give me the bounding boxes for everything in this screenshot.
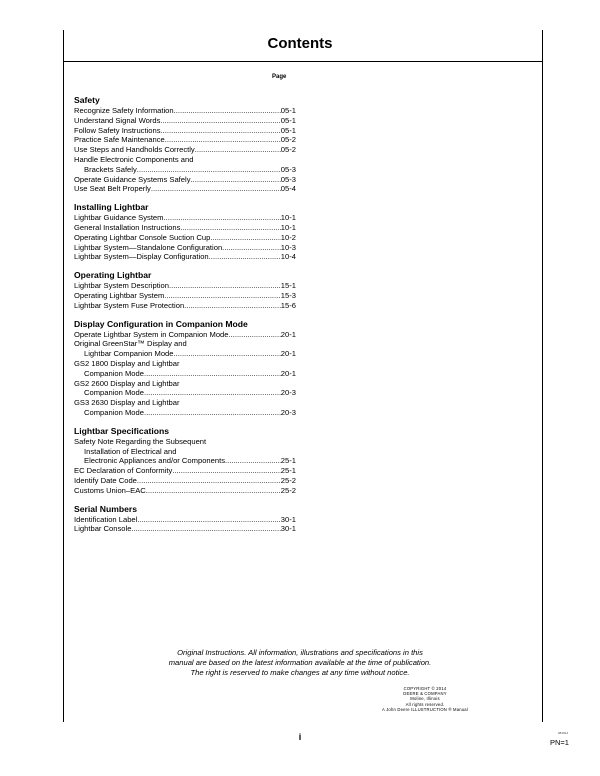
- entry-text: Lightbar System—Display Configuration: [74, 252, 209, 262]
- entry-text: Customs Union–EAC: [74, 485, 146, 495]
- dot-leader: [169, 281, 281, 291]
- dot-leader: [209, 252, 281, 262]
- dot-leader: [131, 524, 280, 534]
- entry-page: 25-1: [280, 466, 296, 476]
- toc-entry[interactable]: [74, 486, 296, 496]
- dot-leader: [195, 145, 281, 155]
- entry-text: Operating Lightbar System: [74, 290, 165, 300]
- entry-text: Practice Safe Maintenance: [74, 135, 165, 145]
- dot-leader: [222, 243, 281, 253]
- section-title: Serial Numbers: [74, 503, 138, 514]
- section-title: Lightbar Specifications: [74, 425, 170, 436]
- section-title: Safety: [74, 95, 100, 105]
- entry-page: 05-3: [280, 164, 296, 174]
- dot-leader: [180, 223, 280, 233]
- entry-page: 05-2: [280, 135, 296, 145]
- copyright-line: COPYRIGHT © 2014: [403, 686, 447, 691]
- entry-page: 15-1: [280, 281, 296, 291]
- entry-page: 25-2: [280, 485, 296, 495]
- entry-page: 10-3: [280, 242, 296, 252]
- entry-text: Lightbar Guidance System: [74, 213, 164, 223]
- entry-text: GS2 1800 Display and Lightbar: [74, 358, 180, 368]
- toc-entry[interactable]: [74, 116, 296, 126]
- entry-page: 20-3: [280, 407, 296, 417]
- entry-text: Installation of Electrical and: [84, 446, 177, 456]
- original-instructions-note: [0, 648, 600, 678]
- dot-leader: [164, 291, 280, 301]
- entry-page: 10-1: [280, 213, 296, 223]
- toc-section: [74, 270, 296, 310]
- toc-entry[interactable]: [74, 184, 296, 194]
- copyright-line: DEERE & COMPANY: [403, 691, 447, 697]
- toc-section: [74, 319, 296, 418]
- toc-entry[interactable]: [74, 515, 296, 525]
- entry-text: EC Declaration of Conformity: [74, 466, 173, 476]
- entry-page: 10-2: [280, 232, 296, 242]
- entry-page: 05-1: [280, 106, 296, 115]
- toc-entry[interactable]: [74, 476, 296, 486]
- toc-entry[interactable]: [74, 252, 296, 262]
- pn-label: PN=1: [550, 738, 569, 747]
- entry-text: Operate Lightbar System in Companion Mode: [74, 329, 229, 339]
- entry-text: Companion Mode: [84, 368, 144, 378]
- entry-page: 20-1: [280, 368, 296, 378]
- entry-text: Original GreenStar™ Display and: [74, 339, 187, 349]
- dot-leader: [165, 135, 281, 145]
- toc-entry[interactable]: [74, 135, 296, 145]
- entry-page: 25-1: [280, 456, 296, 466]
- toc-entry[interactable]: [74, 233, 296, 243]
- entry-text: Brackets Safely: [84, 164, 137, 174]
- toc-entry[interactable]: [74, 437, 296, 466]
- dot-leader: [174, 349, 281, 359]
- entry-text: General Installation Instructions: [74, 222, 181, 232]
- entry-page: 30-1: [280, 524, 296, 534]
- toc-entry[interactable]: [74, 126, 296, 136]
- right-border: [542, 30, 543, 722]
- page-column-header: Page: [272, 74, 287, 80]
- dot-leader: [174, 106, 281, 116]
- entry-text: Companion Mode: [84, 388, 144, 398]
- toc-entry[interactable]: [74, 524, 296, 534]
- entry-text: Lightbar System—Standalone Configuration: [74, 242, 223, 252]
- entry-page: 20-3: [280, 388, 296, 398]
- toc-entry[interactable]: [74, 223, 296, 233]
- dot-leader: [172, 466, 280, 476]
- entry-page: 05-1: [280, 115, 296, 125]
- toc-entry[interactable]: [74, 466, 296, 476]
- toc-section: [74, 504, 296, 535]
- dot-leader: [229, 330, 281, 340]
- note-line: Original Instructions. All information, illustrations and specifications in this: [177, 648, 423, 657]
- section-title: Operating Lightbar: [74, 270, 152, 281]
- toc-entry[interactable]: [74, 155, 296, 175]
- entry-text: Safety Note Regarding the Subsequent: [74, 436, 207, 446]
- toc-entry[interactable]: [74, 175, 296, 185]
- entry-page: 05-3: [280, 174, 296, 184]
- entry-text: GS2 2600 Display and Lightbar: [74, 378, 180, 388]
- copyright-line: Moline, Illinois: [410, 696, 440, 702]
- section-title: Installing Lightbar: [74, 202, 149, 213]
- toc-entry[interactable]: [74, 145, 296, 155]
- dot-leader: [137, 515, 280, 525]
- page-number: i: [298, 732, 302, 742]
- entry-page: 25-2: [280, 475, 296, 485]
- entry-text: Operate Guidance Systems Safely: [74, 174, 191, 184]
- dot-leader: [210, 233, 280, 243]
- table-of-contents: [74, 95, 296, 542]
- entry-text: Operating Lightbar Console Suction Cup: [74, 232, 211, 242]
- entry-text: Use Steps and Handholds Correctly: [74, 145, 195, 155]
- left-border: [63, 30, 64, 722]
- toc-section: [74, 95, 296, 194]
- copyright-line: A John Deere ILLUSTRUCTION ® Manual: [382, 706, 468, 712]
- entry-text: Use Seat Belt Properly: [74, 184, 151, 194]
- note-line: manual are based on the latest information available at the time of publication.: [168, 658, 432, 667]
- dot-leader: [146, 486, 281, 496]
- entry-page: 15-6: [280, 300, 296, 310]
- dot-leader: [144, 388, 281, 398]
- entry-page: 20-1: [280, 329, 296, 339]
- toc-entry[interactable]: [74, 281, 296, 291]
- dot-leader: [160, 116, 280, 126]
- toc-entry[interactable]: [74, 330, 296, 340]
- entry-text: Identification Label: [74, 514, 138, 524]
- copyright-line: All rights reserved.: [405, 701, 445, 707]
- toc-entry[interactable]: [74, 106, 296, 116]
- copyright-block: [370, 686, 480, 712]
- toc-entry[interactable]: [74, 398, 296, 418]
- toc-entry[interactable]: [74, 339, 296, 359]
- entry-text: Electronic Appliances and/or Components: [84, 456, 225, 466]
- entry-text: Follow Safety Instructions: [74, 125, 161, 135]
- dot-leader: [161, 126, 281, 136]
- entry-text: Lightbar Console: [74, 524, 132, 534]
- dot-leader: [164, 213, 281, 223]
- dot-leader: [191, 175, 281, 185]
- entry-page: 30-1: [280, 514, 296, 524]
- entry-text: Lightbar System Description: [74, 281, 169, 291]
- toc-section: [74, 202, 296, 262]
- dot-leader: [144, 408, 281, 418]
- toc-entry[interactable]: [74, 243, 296, 253]
- entry-page: 15-3: [280, 290, 296, 300]
- document-code: 081914: [558, 731, 569, 735]
- entry-text: Understand Signal Words: [74, 115, 161, 125]
- dot-leader: [225, 456, 281, 466]
- entry-text: Handle Electronic Components and: [74, 154, 194, 164]
- entry-page: 20-1: [280, 349, 296, 359]
- toc-entry[interactable]: [74, 379, 296, 399]
- dot-leader: [137, 476, 281, 486]
- entry-text: Companion Mode: [84, 407, 144, 417]
- entry-page: 05-1: [280, 125, 296, 135]
- title-rule: [63, 61, 543, 62]
- entry-text: Lightbar System Fuse Protection: [74, 300, 185, 310]
- dot-leader: [137, 165, 281, 175]
- page-title: Contents: [267, 35, 333, 52]
- entry-text: GS3 2630 Display and Lightbar: [74, 398, 180, 408]
- toc-entry[interactable]: [74, 301, 296, 311]
- toc-entry[interactable]: [74, 213, 296, 223]
- dot-leader: [184, 301, 281, 311]
- entry-text: Recognize Safety Information: [74, 106, 174, 115]
- note-line: The right is reserved to make changes at any time without notice.: [190, 668, 410, 677]
- entry-text: Lightbar Companion Mode: [84, 349, 174, 359]
- entry-page: 05-2: [280, 145, 296, 155]
- toc-section: [74, 426, 296, 496]
- toc-entry[interactable]: [74, 359, 296, 379]
- entry-page: 10-4: [280, 252, 296, 262]
- toc-entry[interactable]: [74, 291, 296, 301]
- entry-text: Identify Date Code: [74, 475, 137, 485]
- dot-leader: [151, 184, 281, 194]
- section-title: Display Configuration in Companion Mode: [74, 318, 248, 329]
- entry-page: 10-1: [280, 222, 296, 232]
- dot-leader: [144, 369, 281, 379]
- entry-page: 05-4: [280, 184, 296, 194]
